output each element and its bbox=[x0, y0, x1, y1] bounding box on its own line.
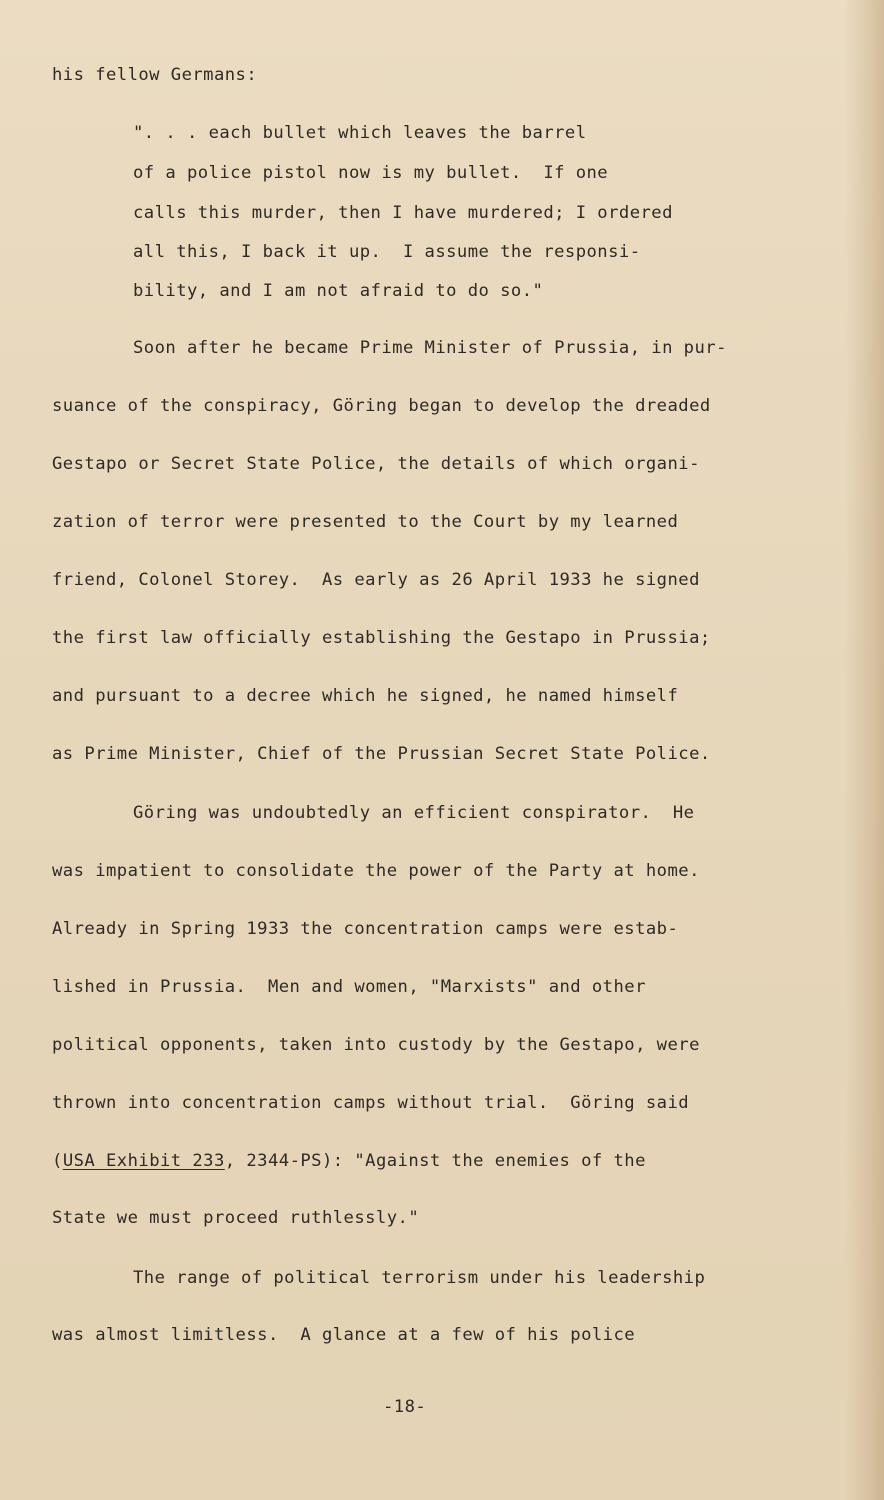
quote-line: bility, and I am not afraid to do so." bbox=[133, 281, 544, 301]
text-line: thrown into concentration camps without trial. Göring said bbox=[52, 1093, 690, 1113]
quote-line: ". . . each bullet which leaves the barrel bbox=[133, 123, 587, 143]
page-number: -18- bbox=[383, 1397, 427, 1417]
text-line: State we must proceed ruthlessly." bbox=[52, 1208, 420, 1228]
text-line: lished in Prussia. Men and women, "Marxists" and other bbox=[52, 977, 646, 997]
quote-line: all this, I back it up. I assume the responsi- bbox=[133, 242, 641, 262]
exhibit-reference: USA Exhibit 233 bbox=[62, 1151, 225, 1171]
text-line: suance of the conspiracy, Göring began to develop the dreaded bbox=[52, 396, 711, 416]
text-line: zation of terror were presented to the Court by my learned bbox=[52, 512, 679, 532]
paragraph-start-line: The range of political terrorism under his leadership bbox=[133, 1268, 706, 1288]
text-line: Gestapo or Secret State Police, the details of which organi- bbox=[52, 454, 700, 474]
citation-line: (USA Exhibit 233, 2344-PS): "Against the enemies of the bbox=[52, 1151, 646, 1171]
quote-line: of a police pistol now is my bullet. If one bbox=[133, 163, 609, 183]
text-line: as Prime Minister, Chief of the Prussian Secret State Police. bbox=[52, 744, 711, 764]
text-line: his fellow Germans: bbox=[52, 65, 258, 85]
text-line: was almost limitless. A glance at a few of his police bbox=[52, 1325, 636, 1345]
paragraph-start-line: Göring was undoubtedly an efficient conspirator. He bbox=[133, 803, 695, 823]
citation-text: , 2344-PS): "Against the enemies of the bbox=[224, 1151, 646, 1171]
text-line: was impatient to consolidate the power of the Party at home. bbox=[52, 861, 700, 881]
quote-line: calls this murder, then I have murdered; I ordered bbox=[133, 203, 673, 223]
text-line: and pursuant to a decree which he signed, he named himself bbox=[52, 686, 679, 706]
text-line: friend, Colonel Storey. As early as 26 April 1933 he signed bbox=[52, 570, 700, 590]
text-line: Already in Spring 1933 the concentration camps were estab- bbox=[52, 919, 679, 939]
text-line: political opponents, taken into custody by the Gestapo, were bbox=[52, 1035, 700, 1055]
paragraph-start-line: Soon after he became Prime Minister of Prussia, in pur- bbox=[133, 338, 727, 358]
text-line: the first law officially establishing the Gestapo in Prussia; bbox=[52, 628, 711, 648]
